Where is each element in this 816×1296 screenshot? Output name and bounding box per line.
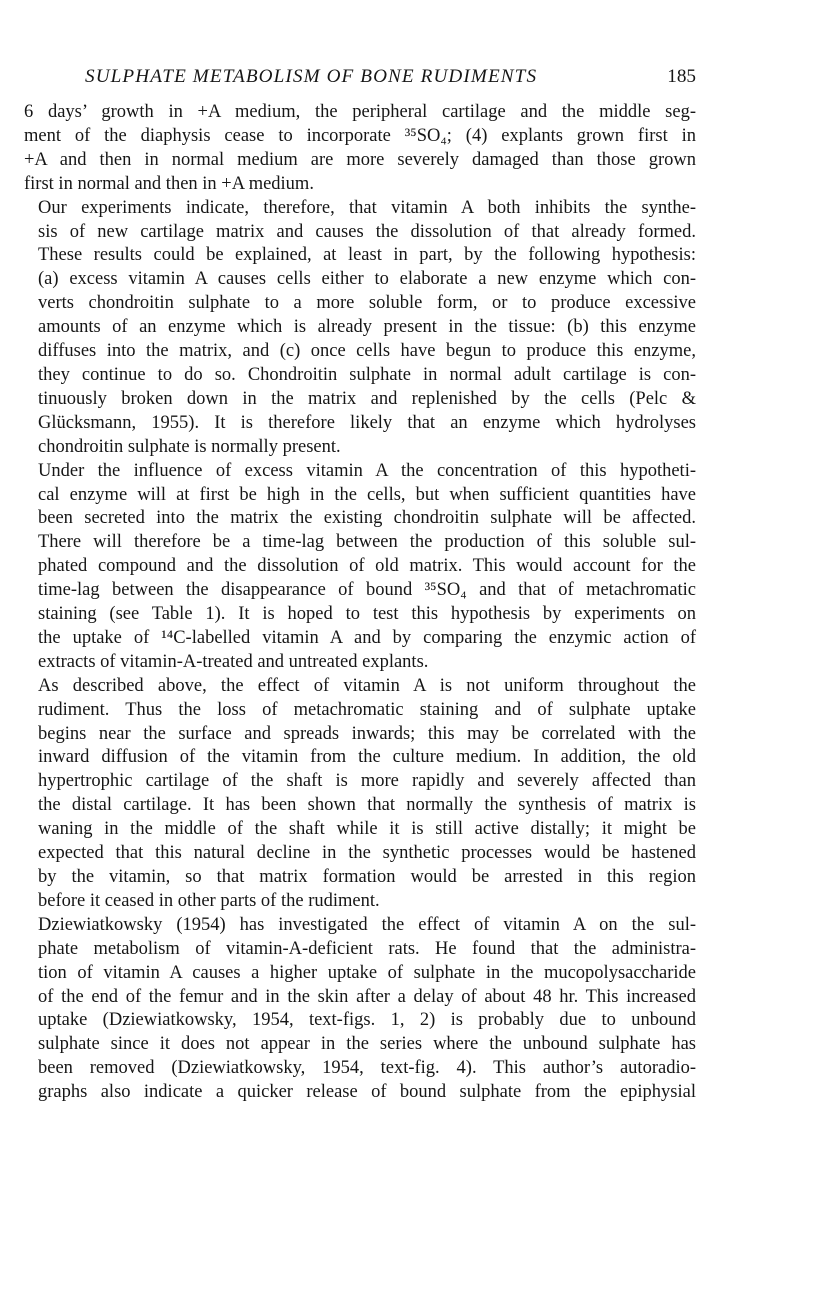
running-title: SULPHATE METABOLISM OF BONE RUDIMENTS xyxy=(85,66,538,87)
text-line: the distal cartilage. It has been shown that normally the synthesis of matrix is xyxy=(38,795,696,816)
text-line: uptake (Dziewiatkowsky, 1954, text-figs. 1, 2) is probably due to unbound xyxy=(38,1010,696,1031)
page-number: 185 xyxy=(667,66,696,87)
text-line: As described above, the effect of vitamin A is not uniform throughout the xyxy=(38,675,696,696)
text-line: begins near the surface and spreads inwards; this may be correlated with the xyxy=(38,723,696,744)
text-line: hypertrophic cartilage of the shaft is more rapidly and severely affected than xyxy=(38,771,696,792)
text-line: been secreted into the matrix the existing chondroitin sulphate will be affected. xyxy=(38,508,696,529)
paragraph-1 xyxy=(24,101,696,197)
text-line: before it ceased in other parts of the rudiment. xyxy=(38,890,380,911)
text-line: verts chondroitin sulphate to a more soluble form, or to produce excessive xyxy=(38,293,696,314)
text-line: waning in the middle of the shaft while it is still active distally; it might be xyxy=(38,819,696,840)
text-line: inward diffusion of the vitamin from the culture medium. In addition, the old xyxy=(38,747,696,768)
text-line: Under the influence of excess vitamin A the concentration of this hypotheti- xyxy=(38,460,696,481)
text-line: graphs also indicate a quicker release of bound sulphate from the epiphysial xyxy=(38,1082,696,1103)
text-line: phate metabolism of vitamin-A-deficient rats. He found that the administra- xyxy=(38,938,696,959)
text-line: +A and then in normal medium are more severely damaged than those grown xyxy=(24,149,696,170)
text-line: cal enzyme will at first be high in the cells, but when sufficient quantities have xyxy=(38,484,696,505)
paragraph-5 xyxy=(24,914,696,1105)
text-line: (a) excess vitamin A causes cells either to elaborate a new enzyme which con- xyxy=(38,269,696,290)
text-line: amounts of an enzyme which is already present in the tissue: (b) this enzyme xyxy=(38,317,696,338)
text-line: they continue to do so. Chondroitin sulphate in normal adult cartilage is con- xyxy=(38,364,696,385)
text-line: extracts of vitamin-A-treated and untreated explants. xyxy=(38,651,429,672)
text-line: phated compound and the dissolution of old matrix. This would account for the xyxy=(38,556,696,577)
text-line: tion of vitamin A causes a higher uptake of sulphate in the mucopolysaccharide xyxy=(38,962,696,983)
text-line: 6 days’ growth in +A medium, the peripheral cartilage and the middle seg- xyxy=(24,102,696,122)
text-line: sis of new cartilage matrix and causes the dissolution of that already formed. xyxy=(38,221,696,242)
text-line: expected that this natural decline in the synthetic processes would be hastened xyxy=(38,843,696,864)
text-line: These results could be explained, at least in part, by the following hypothesis: xyxy=(38,245,696,266)
text-line: ment of the diaphysis cease to incorporate ³⁵SO₄; (4) explants grown first in xyxy=(24,125,696,146)
paragraph-4 xyxy=(24,675,696,914)
body-text xyxy=(24,101,696,1105)
text-line: time-lag between the disappearance of bound ³⁵SO₄ and that of metachromatic xyxy=(38,580,696,601)
text-line: been removed (Dziewiatkowsky, 1954, text-fig. 4). This author’s autoradio- xyxy=(38,1058,696,1079)
text-line: There will therefore be a time-lag between the production of this soluble sul- xyxy=(38,532,696,553)
text-line: Dziewiatkowsky (1954) has investigated the effect of vitamin A on the sul- xyxy=(38,914,696,935)
paragraph-2 xyxy=(24,197,696,460)
text-line: chondroitin sulphate is normally present. xyxy=(38,436,341,457)
paragraph-3 xyxy=(24,460,696,675)
text-line: tinuously broken down in the matrix and replenished by the cells (Pelc & xyxy=(38,388,696,409)
text-line: by the vitamin, so that matrix formation would be arrested in this region xyxy=(38,867,696,887)
text-line: of the end of the femur and in the skin after a delay of about 48 hr. This increased xyxy=(38,986,696,1007)
text-line: Glücksmann, 1955). It is therefore likely that an enzyme which hydrolyses xyxy=(38,412,696,433)
text-line: sulphate since it does not appear in the series where the unbound sulphate has xyxy=(38,1034,696,1055)
text-line: Our experiments indicate, therefore, that vitamin A both inhibits the synthe- xyxy=(38,197,696,218)
text-line: first in normal and then in +A medium. xyxy=(24,173,314,194)
running-head xyxy=(85,66,696,94)
text-line: staining (see Table 1). It is hoped to test this hypothesis by experiments on xyxy=(38,604,696,625)
text-line: rudiment. Thus the loss of metachromatic staining and of sulphate uptake xyxy=(38,699,696,720)
text-line: the uptake of ¹⁴C-labelled vitamin A and by comparing the enzymic action of xyxy=(38,627,696,648)
text-line: diffuses into the matrix, and (c) once cells have begun to produce this enzyme, xyxy=(38,341,696,362)
